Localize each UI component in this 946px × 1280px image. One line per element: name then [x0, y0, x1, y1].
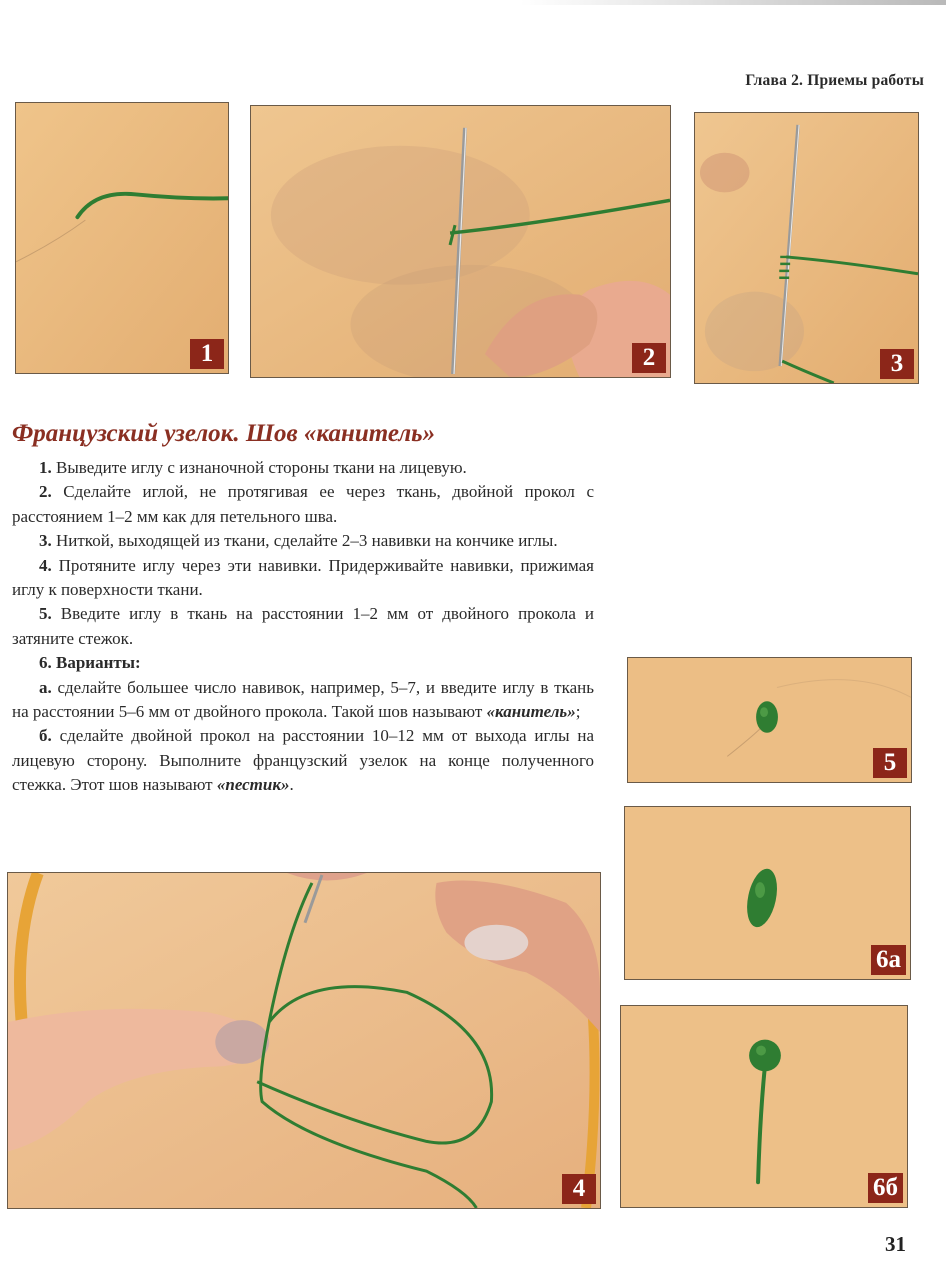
photo-label-3: 3	[880, 349, 914, 379]
photo-label-2: 2	[632, 343, 666, 373]
variant-a: а. сделайте большее число навивок, например, 5–7, и введите иглу в ткань на расстоянии 5–6 мм от двойного прокола. Такой шов называют «канитель»;	[12, 677, 594, 722]
term-kanitel: «канитель»	[486, 702, 576, 722]
step-number: 5.	[39, 604, 52, 624]
variant-b: б. сделайте двойной прокол на расстоянии 10–12 мм от выхода иглы на лицевую сторону. Выполните французский узелок на конце полученного стежка. Этот шов называют «пестик».	[12, 726, 594, 795]
step-text: Выведите иглу с изнаночной стороны ткани на лицевую.	[51, 458, 467, 477]
photo-step-1	[15, 102, 229, 374]
step-number: 2.	[39, 482, 52, 502]
step-text: Ниткой, выходящей из ткани, сделайте 2–3 навивки на кончике иглы.	[51, 531, 558, 551]
photo-step-4	[7, 872, 601, 1209]
photo-label-6a: 6а	[871, 945, 906, 975]
section-title: Французский узелок. Шов «канитель»	[12, 420, 436, 447]
step-paragraph	[12, 456, 594, 480]
photo-step-6b-illustration	[621, 1006, 907, 1207]
instructions-text	[12, 456, 594, 798]
photo-step-1-illustration	[16, 103, 228, 373]
photo-label-1: 1	[190, 339, 224, 369]
step-paragraph	[12, 529, 594, 553]
step-number: 1.	[39, 458, 52, 477]
photo-step-6b	[620, 1005, 908, 1208]
photo-step-3-illustration	[695, 113, 918, 383]
photo-step-2-illustration	[251, 106, 670, 377]
step-text: Сделайте иглой, не протягивая ее через ткань, двойной прокол с расстоянием 1–2 мм как для петельного шва.	[12, 482, 594, 526]
page-number: 31	[885, 1232, 906, 1256]
step-number: 3.	[39, 531, 52, 551]
photo-step-5-illustration	[628, 658, 911, 782]
photo-step-4-illustration	[8, 873, 600, 1208]
photo-step-2	[250, 105, 671, 378]
step-text: Введите иглу в ткань на расстоянии 1–2 мм от двойного прокола и затяните стежок.	[12, 604, 594, 648]
step-text: Протяните иглу через эти навивки. Придерживайте навивки, прижимая иглу к поверхности ткани.	[12, 555, 594, 600]
photo-label-4: 4	[562, 1174, 596, 1204]
photo-step-6a	[624, 806, 911, 980]
photo-step-5	[627, 657, 912, 783]
page-top-edge	[0, 0, 946, 5]
photo-step-3	[694, 112, 919, 384]
step-paragraph	[12, 554, 594, 603]
chapter-header: Глава 2. Приемы работы	[745, 72, 924, 89]
term-pestik: «пестик»	[216, 775, 290, 795]
variants-heading: 6. Варианты:	[39, 653, 141, 673]
photo-step-6a-illustration	[625, 807, 910, 979]
step-number: 4.	[39, 555, 52, 575]
photo-label-6b: 6б	[868, 1173, 903, 1203]
step-paragraph	[12, 480, 594, 529]
step-paragraph	[12, 602, 594, 651]
photo-label-5: 5	[873, 748, 907, 778]
